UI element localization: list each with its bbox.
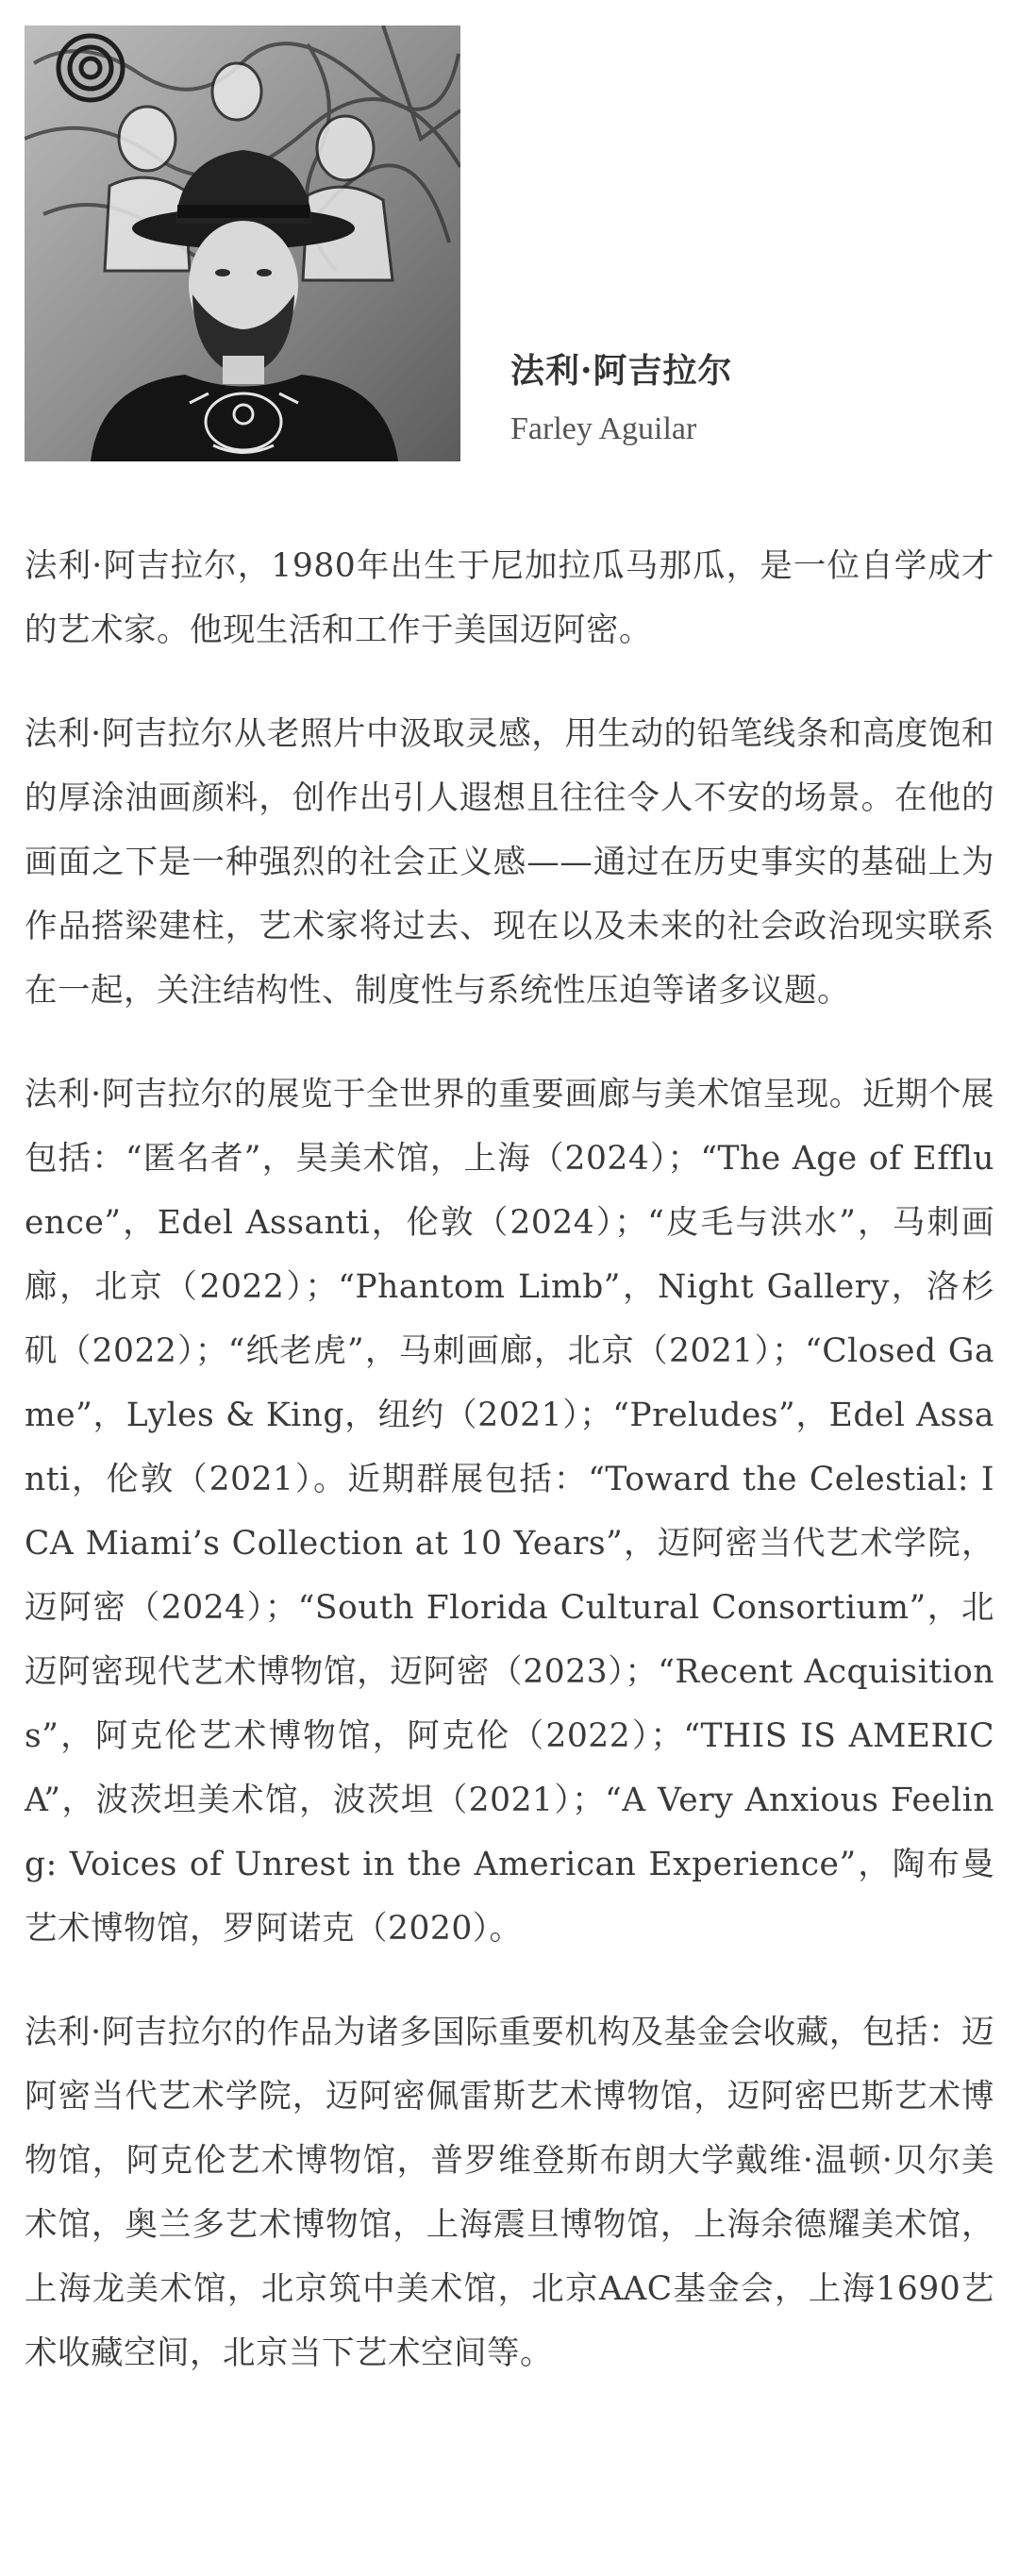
bio-paragraph-exhibitions: 法利·阿吉拉尔的展览于全世界的重要画廊与美术馆呈现。近期个展包括：“匿名者”，昊美术馆，上海（2024）；“The Age of Effluence”，Edel Assanti，伦敦（2024）；“皮毛与洪水”，马刺画廊，北京（2022）；“Phantom Limb”，Night Gallery，洛杉矶（2022）；“纸老虎”，马刺画廊，北京（2021）；“Closed Game”，Lyles & King，纽约（2021）；“Preludes”，Edel Assanti，伦敦（2021）。近期群展包括：“Toward the Celestial: ICA Miami’s Collection at 10 Years”，迈阿密当代艺术学院，迈阿密（2024）；“South Florida Cultural Consortium”，北迈阿密现代艺术博物馆，迈阿密（2023）；“Recent Acquisitions”，阿克伦艺术博物馆，阿克伦（2022）；“THIS IS AMERICA”，波茨坦美术馆，波茨坦（2021）；“A Very Anxious Feeling: Voices of Unrest in the American Experience”，陶布曼艺术博物馆，罗阿诺克（2020）。: [25, 1076, 994, 1948]
bio-paragraph-birth: 法利·阿吉拉尔，1980年出生于尼加拉瓜马那瓜，是一位自学成才的艺术家。他现生活和工作于美国迈阿密。: [25, 547, 994, 649]
bio-paragraph-collections: 法利·阿吉拉尔的作品为诸多国际重要机构及基金会收藏，包括：迈阿密当代艺术学院，迈阿密佩雷斯艺术博物馆，迈阿密巴斯艺术博物馆，阿克伦艺术博物馆，普罗维登斯布朗大学戴维·温顿·贝尔美术馆，奥兰多艺术博物馆，上海震旦博物馆，上海余德耀美术馆，上海龙美术馆，北京筑中美术馆，北京AAC基金会，上海1690艺术收藏空间，北京当下艺术空间等。: [25, 2014, 994, 2372]
artist-portrait-photo: [25, 25, 460, 461]
artist-name-block: [510, 346, 733, 454]
artist-biography: [25, 534, 994, 2425]
bio-paragraph-practice: 法利·阿吉拉尔从老照片中汲取灵感，用生动的铅笔线条和高度饱和的厚涂油画颜料，创作出引人遐想且往往令人不安的场景。在他的画面之下是一种强烈的社会正义感——通过在历史事实的基础上为作品搭梁建柱，艺术家将过去、现在以及未来的社会政治现实联系在一起，关注结构性、制度性与系统性压迫等诸多议题。: [25, 715, 994, 1010]
artist-name-chinese: 法利·阿吉拉尔: [510, 351, 733, 391]
artist-name-english: Farley Aguilar: [510, 411, 697, 446]
portrait-illustration: [25, 25, 460, 461]
artist-header: [25, 25, 996, 461]
